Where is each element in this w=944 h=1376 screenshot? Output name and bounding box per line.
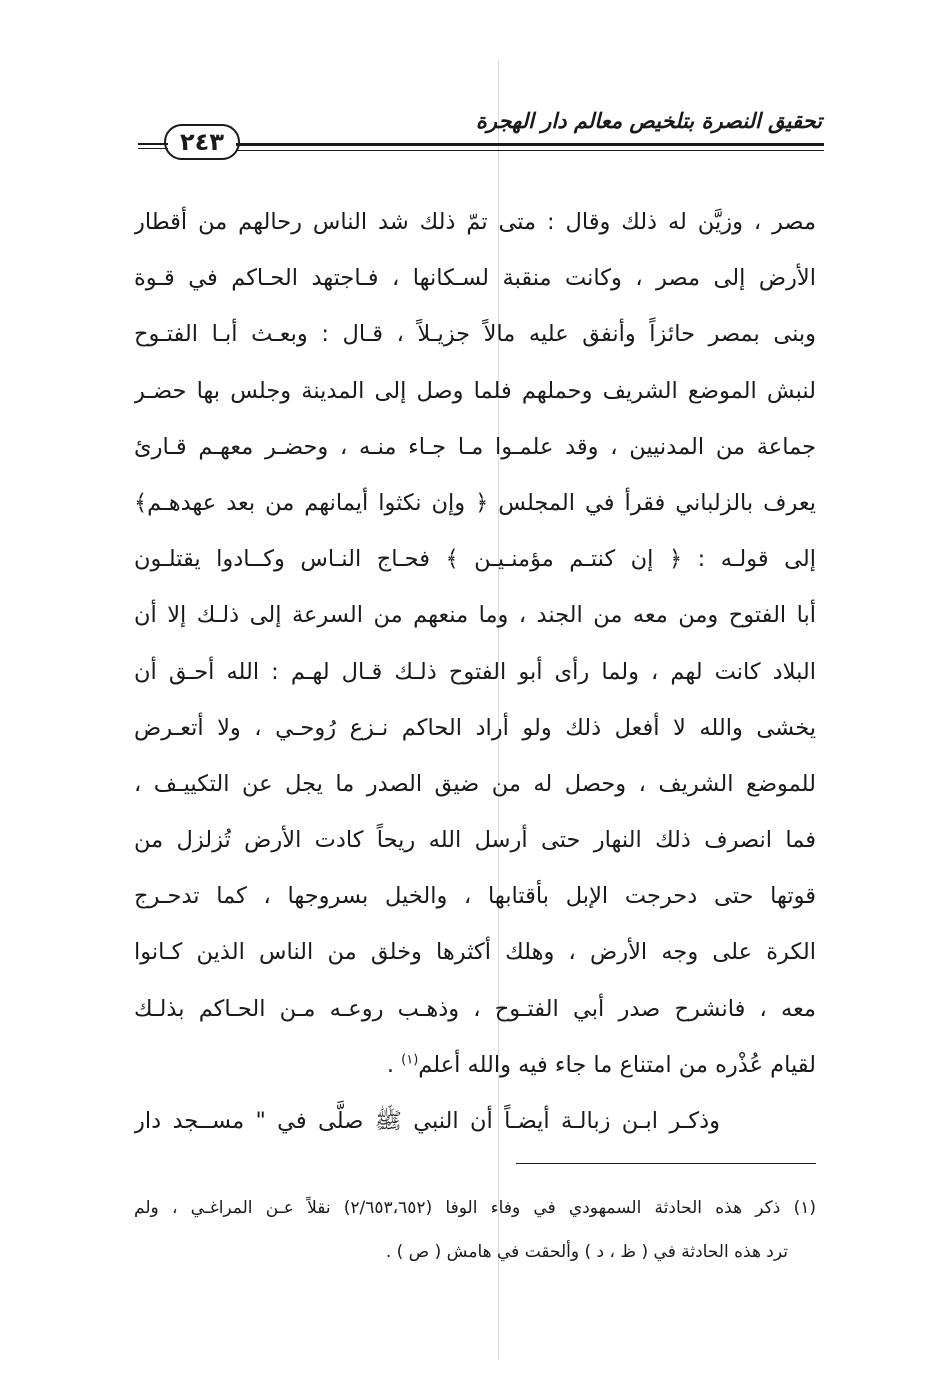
page-number-ornament-thin — [138, 148, 168, 149]
paragraph-start-line: وذكـر ابـن زبالـة أيضـاً أن النبي ﷺ صلَّى في " مســجد دار — [134, 1108, 720, 1134]
text-line: لقيام عُذْره من امتناع ما جاء فيه والله أعلم — [418, 1051, 816, 1078]
text-line: للموضع الشريف ، وحصل له من ضيق الصدر ما يجل عن التكييـف ، — [134, 770, 816, 797]
footnote-line: (١) ذكر هذه الحادثة السمهودي في وفاء الوفا (٢/٦٥٣،٦٥٢) نقلاً عـن المراغـي ، ولم — [134, 1198, 816, 1218]
text-line: قوتها حتى دحرجت الإبل بأقتابها ، والخيل بسروجها ، كما تدحـرج — [134, 883, 816, 910]
footnote-separator — [516, 1163, 816, 1164]
text-line: الكرة على وجه الأرض ، وهلك أكثرها وخلق من الناس الذين كـانوا — [134, 939, 816, 966]
main-text — [134, 194, 816, 1149]
paragraph-end-line — [134, 1037, 816, 1093]
line-end-period: . — [386, 1051, 402, 1078]
page-number: ٢٤٣ — [164, 124, 240, 160]
header-rule-thin — [236, 150, 824, 151]
text-line: أبا الفتوح ومن معه من الجند ، وما منعهم من السرعة إلى ذلـك إلا أن — [134, 602, 816, 629]
running-header-title: تحقيق النصرة بتلخيص معالم دار الهجرة — [475, 108, 822, 133]
text-line: يعرف بالزلباني فقرأ في المجلس ﴿ وإن نكثوا أيمانهم من بعد عهدهـم﴾ — [134, 489, 816, 516]
text-line: الأرض إلى مصر ، وكانت منقبة لسـكانها ، فـاجتهد الحـاكم في قـوة — [134, 265, 816, 292]
text-line: لنبش الموضع الشريف وحملهم فلما وصل إلى المدينة وجلس بها حضـر — [134, 377, 816, 404]
footnote-reference: (١) — [401, 1052, 419, 1068]
text-line: معه ، فانشرح صدر أبي الفتـوح ، وذهـب روعـه مـن الحـاكم بذلـك — [134, 995, 816, 1022]
footnote-line: ترد هذه الحادثة في ( ظ ، د ) وألحقت في هامش ( ص ) . — [385, 1242, 788, 1262]
header-rule — [236, 143, 824, 146]
text-line: جماعة من المدنيين ، وقد علمـوا مـا جـاء منـه ، وحضـر معهـم قـارئ — [134, 433, 816, 460]
text-line: وبنى بمصر حائزاً وأنفق عليه مالاً جزيـلاً ، قـال : وبعـث أبـا الفتـوح — [134, 321, 816, 348]
text-line: فما انصرف ذلك النهار حتى أرسل الله ريحاً كادت الأرض تُزلزل من — [134, 827, 816, 854]
text-line: يخشى والله لا أفعل ذلك ولو أراد الحاكم نـزع رُوحـي ، ولا أتعـرض — [134, 714, 816, 741]
page-number-badge — [138, 124, 242, 164]
text-line: مصر ، وزيَّن له ذلك وقال : متى تمّ ذلك شد الناس رحالهم من أقطار — [134, 209, 816, 235]
footnotes — [134, 1186, 816, 1274]
text-line: البلاد كانت لهم ، ولما رأى أبو الفتوح ذلـك قـال لهـم : الله أحـق أن — [134, 658, 816, 685]
text-line: إلى قولـه : ﴿ إن كنتـم مؤمنـيـن ﴾ فحـاج النـاس وكــادوا يقتلـون — [134, 546, 816, 573]
